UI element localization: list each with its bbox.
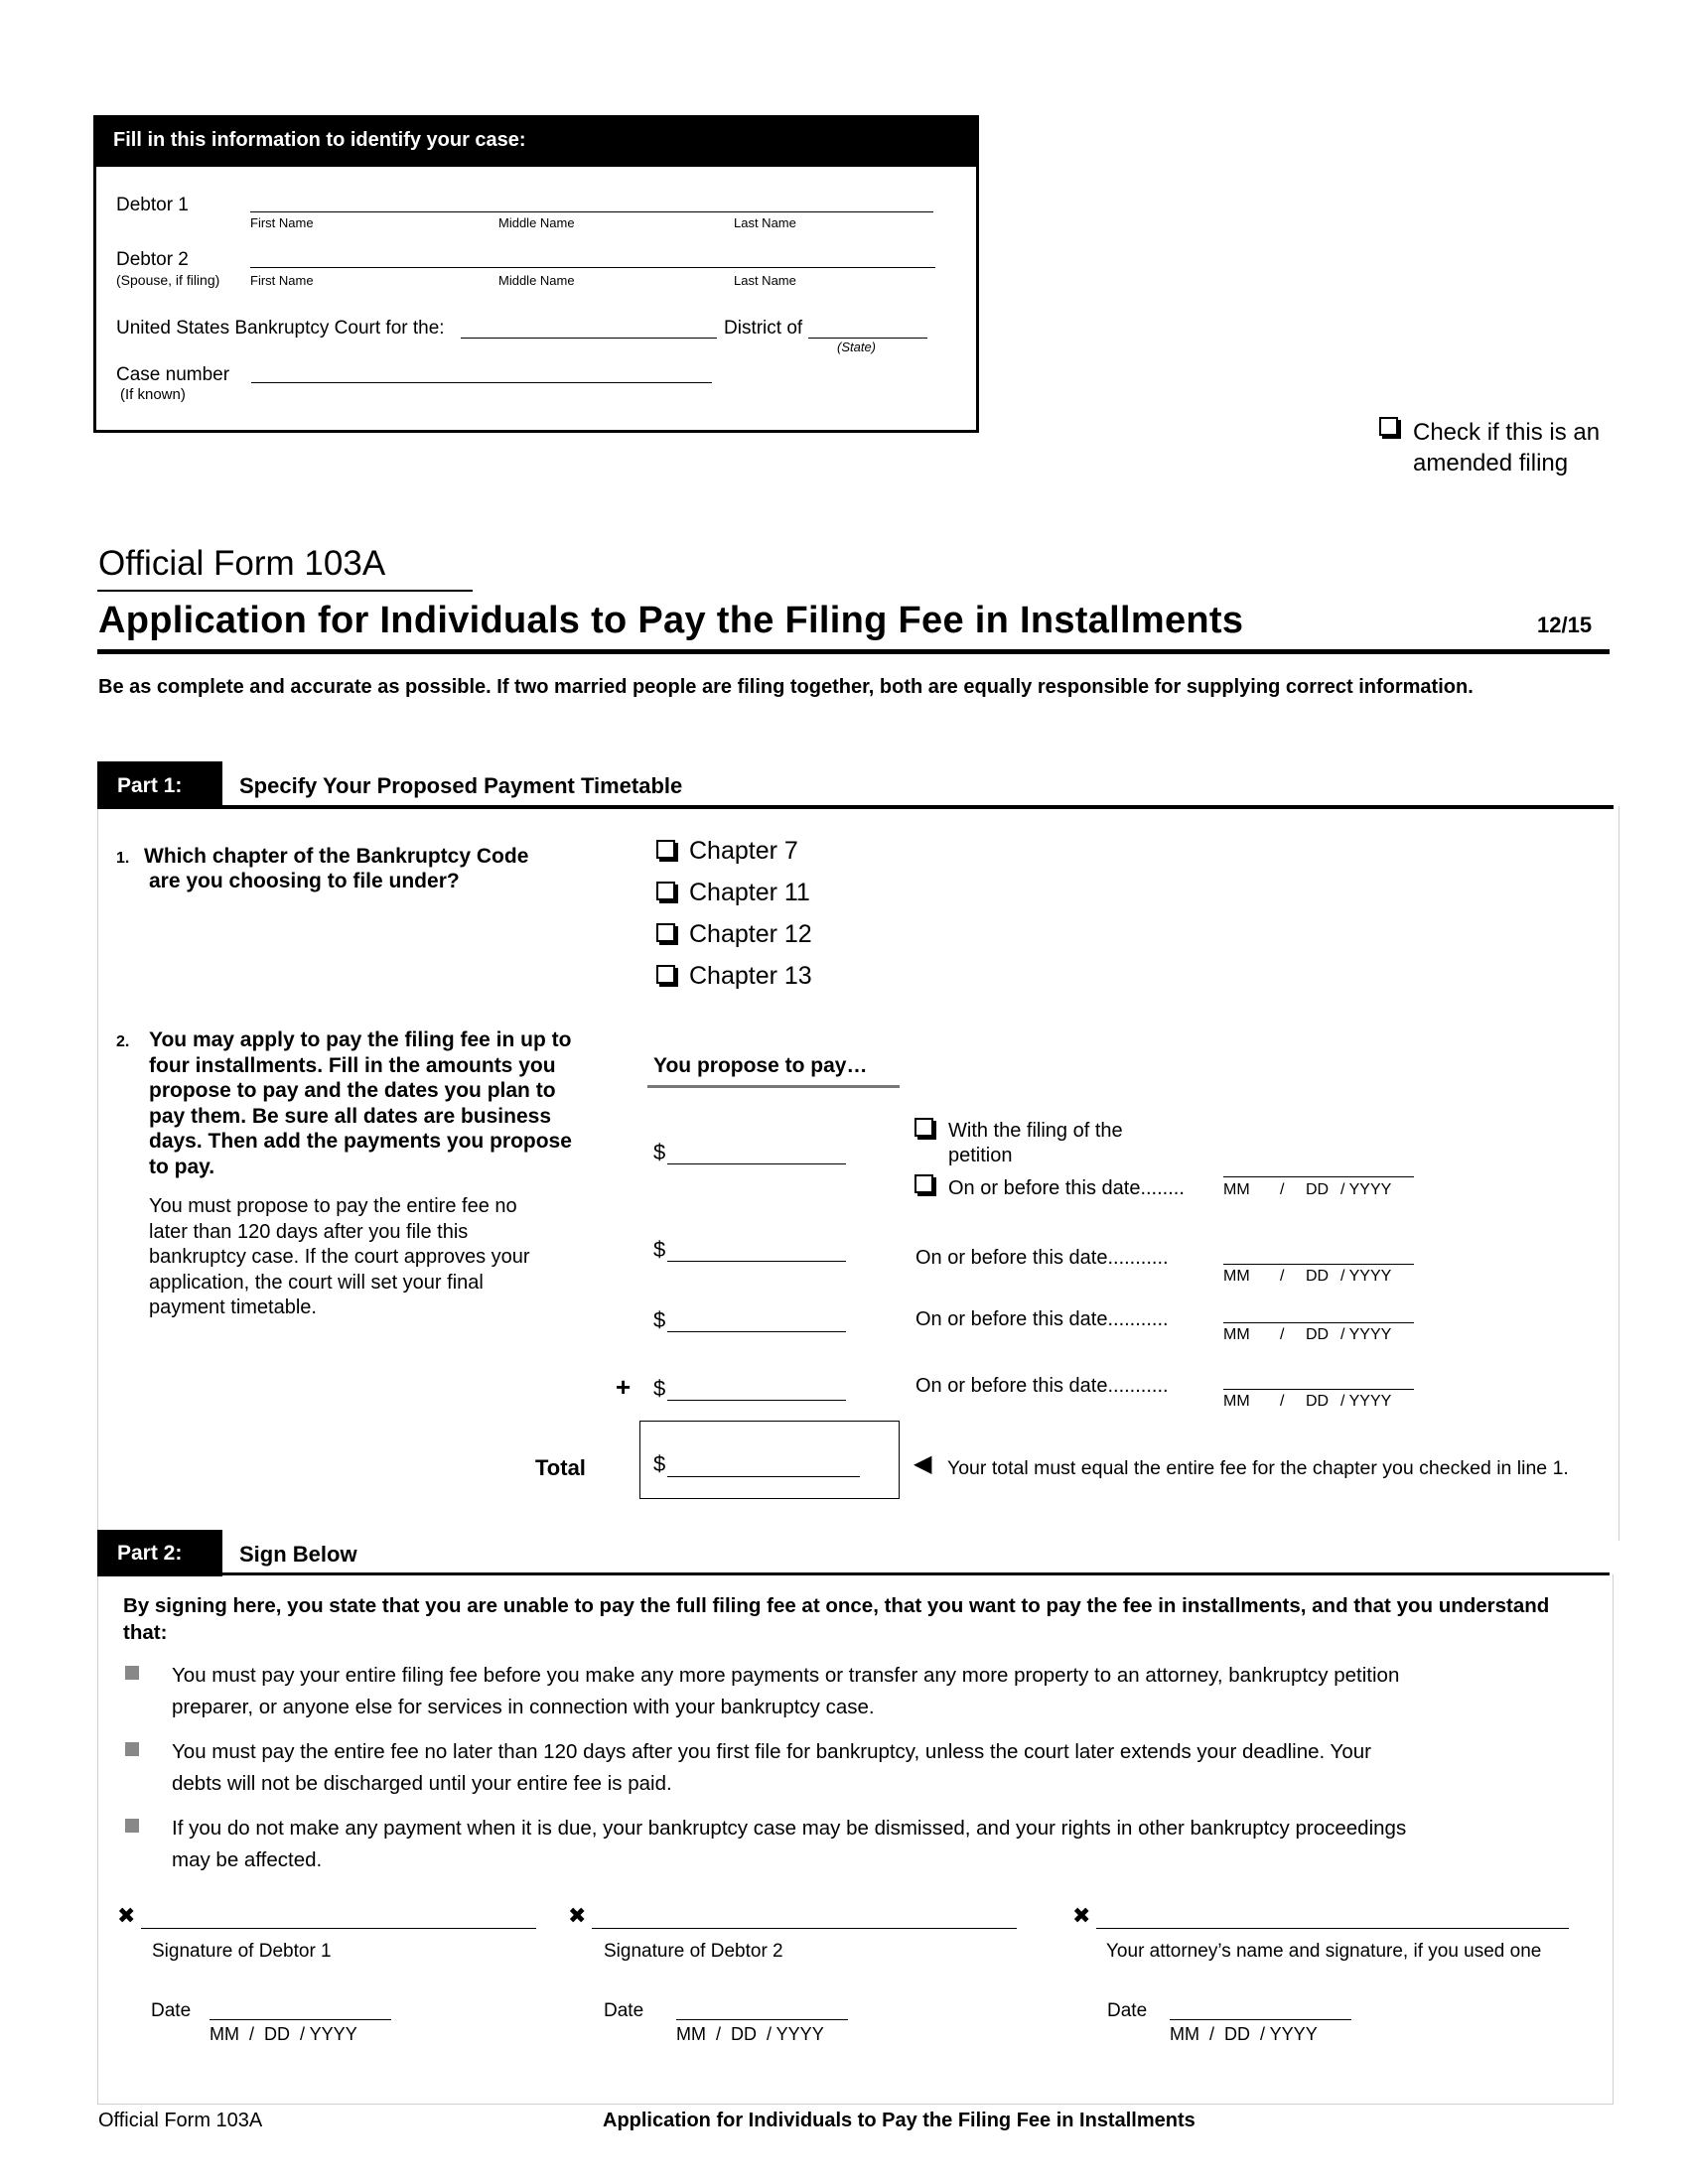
q2-number: 2. bbox=[116, 1033, 130, 1050]
debtor2-first-name-label: First Name bbox=[250, 273, 314, 288]
attorney-signature-label: Your attorney’s name and signature, if you used one bbox=[1106, 1941, 1542, 1962]
chapter11-checkbox[interactable] bbox=[656, 882, 675, 900]
q2-bold-line: to pay. bbox=[149, 1155, 215, 1178]
q1-number: 1. bbox=[116, 850, 130, 867]
amended-checkbox[interactable] bbox=[1379, 417, 1398, 436]
chapter11-label: Chapter 11 bbox=[689, 879, 810, 906]
on-before-text: On or before this date bbox=[915, 1308, 1108, 1330]
chapter12-checkbox[interactable] bbox=[656, 923, 675, 942]
installment1-dollar: $ bbox=[653, 1140, 666, 1164]
on-before-label-1: On or before this date........ bbox=[948, 1177, 1185, 1199]
part1-title: Specify Your Proposed Payment Timetable bbox=[239, 773, 683, 798]
district-label: District of bbox=[724, 318, 803, 339]
on-before-label-4 bbox=[915, 1375, 1169, 1398]
q2-bold-line: four installments. Fill in the amounts you bbox=[149, 1053, 556, 1077]
q2-bold-line: You may apply to pay the filing fee in up to bbox=[149, 1028, 572, 1051]
q2-text-line: bankruptcy case. If the court approves your bbox=[149, 1246, 530, 1268]
case-number-sub-label: (If known) bbox=[120, 386, 186, 403]
q1-line1: Which chapter of the Bankruptcy Code bbox=[144, 845, 529, 868]
case-number-field[interactable] bbox=[251, 382, 712, 383]
date-mm: MM bbox=[1223, 1268, 1250, 1285]
installment3-dollar: $ bbox=[653, 1307, 666, 1332]
propose-header-rule bbox=[647, 1085, 900, 1088]
signature-debtor1-field[interactable] bbox=[141, 1928, 536, 1929]
date-slash: / bbox=[1280, 1326, 1285, 1343]
part2-rule bbox=[97, 1572, 1610, 1575]
footer-form-number: Official Form 103A bbox=[98, 2110, 263, 2131]
form-number: Official Form 103A bbox=[98, 544, 386, 583]
part1-rule bbox=[97, 805, 1614, 809]
date-label-3: Date bbox=[1107, 2000, 1148, 2021]
with-filing-line1: With the filing of the bbox=[948, 1120, 1123, 1142]
amended-line1: Check if this is an bbox=[1413, 419, 1601, 446]
installment1-amount[interactable] bbox=[667, 1163, 846, 1164]
date-slash: / bbox=[1280, 1268, 1285, 1285]
plus-sign: + bbox=[616, 1372, 632, 1402]
court-label: United States Bankruptcy Court for the: bbox=[116, 318, 445, 339]
bullet-3 bbox=[172, 1813, 1406, 1876]
debtor1-label: Debtor 1 bbox=[116, 195, 189, 215]
on-before-label-2 bbox=[915, 1247, 1169, 1270]
q2-instructions bbox=[149, 1027, 572, 1179]
footer-form-title: Application for Individuals to Pay the Filing Fee in Installments bbox=[603, 2110, 1196, 2131]
date-format-1: MM / DD / YYYY bbox=[210, 2024, 357, 2044]
part2-intro: By signing here, you state that you are unable to pay the full filing fee at once, that you want to pay the fee in installments, and that you understand that: bbox=[123, 1594, 1550, 1644]
date-slash: / bbox=[1280, 1393, 1285, 1410]
bullet-3-line1: If you do not make any payment when it is due, your bankruptcy case may be dismissed, and your rights in other bankruptcy proceedings bbox=[172, 1817, 1407, 1840]
on-before-text: On or before this date bbox=[915, 1247, 1108, 1269]
date-format-3: MM / DD / YYYY bbox=[1170, 2024, 1318, 2044]
propose-header: You propose to pay… bbox=[653, 1054, 868, 1077]
installment3-date[interactable] bbox=[1223, 1322, 1414, 1323]
q2-text-line: application, the court will set your final bbox=[149, 1271, 484, 1294]
x-mark-icon: ✖ bbox=[568, 1903, 587, 1928]
debtor2-name-field[interactable] bbox=[250, 267, 935, 268]
dot-leader: ........... bbox=[1107, 1247, 1169, 1269]
q1-line2: are you choosing to file under? bbox=[149, 870, 460, 892]
signature-debtor2-field[interactable] bbox=[592, 1928, 1017, 1929]
date-dd: DD bbox=[1306, 1268, 1330, 1285]
q2-bold-line: days. Then add the payments you propose bbox=[149, 1130, 572, 1153]
debtor2-label: Debtor 2 bbox=[116, 249, 189, 270]
debtor1-name-field[interactable] bbox=[250, 211, 933, 212]
date-mm: MM bbox=[1223, 1181, 1250, 1198]
part2-tag bbox=[97, 1530, 222, 1576]
q2-bold-line: propose to pay and the dates you plan to bbox=[149, 1079, 556, 1102]
date-format-2: MM / DD / YYYY bbox=[676, 2024, 824, 2044]
date-yyyy: / YYYY bbox=[1340, 1268, 1392, 1285]
q2-text-line: later than 120 days after you file this bbox=[149, 1220, 469, 1243]
q2-explanation bbox=[149, 1194, 530, 1321]
installment4-amount[interactable] bbox=[667, 1400, 846, 1401]
date-mm: MM bbox=[1223, 1393, 1250, 1410]
bullet-1-line2: preparer, or anyone else for services in connection with your bankruptcy case. bbox=[172, 1696, 875, 1718]
date-mm: MM bbox=[1223, 1326, 1250, 1343]
bullet-1 bbox=[172, 1660, 1399, 1723]
x-mark-icon: ✖ bbox=[1072, 1903, 1091, 1928]
date-dd: DD bbox=[1306, 1393, 1330, 1410]
installment3-amount[interactable] bbox=[667, 1331, 846, 1332]
chapter13-checkbox[interactable] bbox=[656, 965, 675, 984]
date-label-1: Date bbox=[151, 2000, 192, 2021]
district-field[interactable] bbox=[808, 338, 927, 339]
court-field[interactable] bbox=[461, 338, 717, 339]
date-dd: DD bbox=[1306, 1326, 1330, 1343]
form-number-rule bbox=[97, 590, 473, 592]
part1-tag bbox=[97, 761, 222, 809]
signature-debtor1-label: Signature of Debtor 1 bbox=[152, 1941, 332, 1962]
case-box-header bbox=[93, 115, 979, 167]
installment4-dollar: $ bbox=[653, 1376, 666, 1401]
installment2-amount[interactable] bbox=[667, 1261, 846, 1262]
title-rule bbox=[97, 649, 1610, 654]
q2-text-line: You must propose to pay the entire fee no bbox=[149, 1195, 517, 1217]
part1-tag-text: Part 1: bbox=[117, 774, 183, 797]
date-label-2: Date bbox=[604, 2000, 644, 2021]
with-filing-line2: petition bbox=[948, 1145, 1013, 1166]
form-title: Application for Individuals to Pay the Filing Fee in Installments bbox=[98, 600, 1244, 641]
date-debtor2-field[interactable] bbox=[676, 2019, 848, 2020]
total-note: Your total must equal the entire fee for the chapter you checked in line 1. bbox=[947, 1457, 1569, 1479]
installment4-date[interactable] bbox=[1223, 1389, 1414, 1390]
bullet-square-icon bbox=[125, 1666, 139, 1680]
debtor1-first-name-label: First Name bbox=[250, 215, 314, 230]
bullet-square-icon bbox=[125, 1742, 139, 1756]
chapter7-checkbox[interactable] bbox=[656, 840, 675, 859]
part2-tag-text: Part 2: bbox=[117, 1542, 183, 1565]
total-box bbox=[639, 1421, 900, 1499]
debtor2-middle-name-label: Middle Name bbox=[498, 273, 575, 288]
q2-text-line: payment timetable. bbox=[149, 1297, 317, 1318]
on-before-label-3 bbox=[915, 1308, 1169, 1331]
dot-leader: ........... bbox=[1107, 1375, 1169, 1397]
attorney-signature-field[interactable] bbox=[1096, 1928, 1569, 1929]
date-attorney-field[interactable] bbox=[1170, 2019, 1351, 2020]
intro-text: Be as complete and accurate as possible. If two married people are filing together, both are equally responsible for supplying correct information. bbox=[98, 676, 1474, 698]
installment2-dollar: $ bbox=[653, 1237, 666, 1262]
signature-debtor2-label: Signature of Debtor 2 bbox=[604, 1941, 783, 1962]
date-yyyy: / YYYY bbox=[1340, 1393, 1392, 1410]
installment2-date[interactable] bbox=[1223, 1264, 1414, 1265]
total-dollar: $ bbox=[653, 1451, 666, 1476]
form-version: 12/15 bbox=[1537, 613, 1593, 637]
date-slash: / bbox=[1280, 1181, 1285, 1198]
bullet-square-icon bbox=[125, 1819, 139, 1833]
part2-title: Sign Below bbox=[239, 1542, 357, 1567]
debtor2-last-name-label: Last Name bbox=[734, 273, 796, 288]
bullet-2 bbox=[172, 1736, 1371, 1800]
on-before-text: On or before this date bbox=[915, 1375, 1108, 1397]
state-label: (State) bbox=[837, 340, 877, 354]
debtor2-sub-label: (Spouse, if filing) bbox=[116, 272, 220, 288]
on-before-checkbox[interactable] bbox=[914, 1174, 933, 1193]
case-number-label: Case number bbox=[116, 364, 230, 385]
dot-leader: ........... bbox=[1107, 1308, 1169, 1330]
debtor1-last-name-label: Last Name bbox=[734, 215, 796, 230]
chapter13-label: Chapter 13 bbox=[689, 962, 812, 990]
chapter7-label: Chapter 7 bbox=[689, 837, 798, 865]
debtor1-middle-name-label: Middle Name bbox=[498, 215, 575, 230]
with-filing-checkbox[interactable] bbox=[914, 1118, 933, 1137]
bullet-1-line1: You must pay your entire filing fee before you make any more payments or transfer any more property to an attorney, bankruptcy petition bbox=[172, 1664, 1400, 1687]
chapter12-label: Chapter 12 bbox=[689, 920, 812, 948]
amended-line2: amended filing bbox=[1413, 450, 1569, 477]
total-label: Total bbox=[535, 1455, 586, 1480]
bullet-3-line2: may be affected. bbox=[172, 1848, 323, 1871]
arrow-left-icon: ◀ bbox=[914, 1450, 932, 1477]
date-debtor1-field[interactable] bbox=[210, 2019, 391, 2020]
installment1-date[interactable] bbox=[1223, 1176, 1414, 1177]
date-dd: DD bbox=[1306, 1181, 1330, 1198]
total-amount[interactable] bbox=[667, 1476, 860, 1477]
date-yyyy: / YYYY bbox=[1340, 1181, 1392, 1198]
bullet-2-line2: debts will not be discharged until your entire fee is paid. bbox=[172, 1772, 672, 1795]
x-mark-icon: ✖ bbox=[117, 1903, 136, 1928]
date-yyyy: / YYYY bbox=[1340, 1326, 1392, 1343]
q2-bold-line: pay them. Be sure all dates are business bbox=[149, 1104, 552, 1128]
case-box-header-text: Fill in this information to identify your case: bbox=[113, 129, 526, 151]
bullet-2-line1: You must pay the entire fee no later than 120 days after you first file for bankruptcy, unless the court later extends your deadline. Your bbox=[172, 1740, 1371, 1763]
